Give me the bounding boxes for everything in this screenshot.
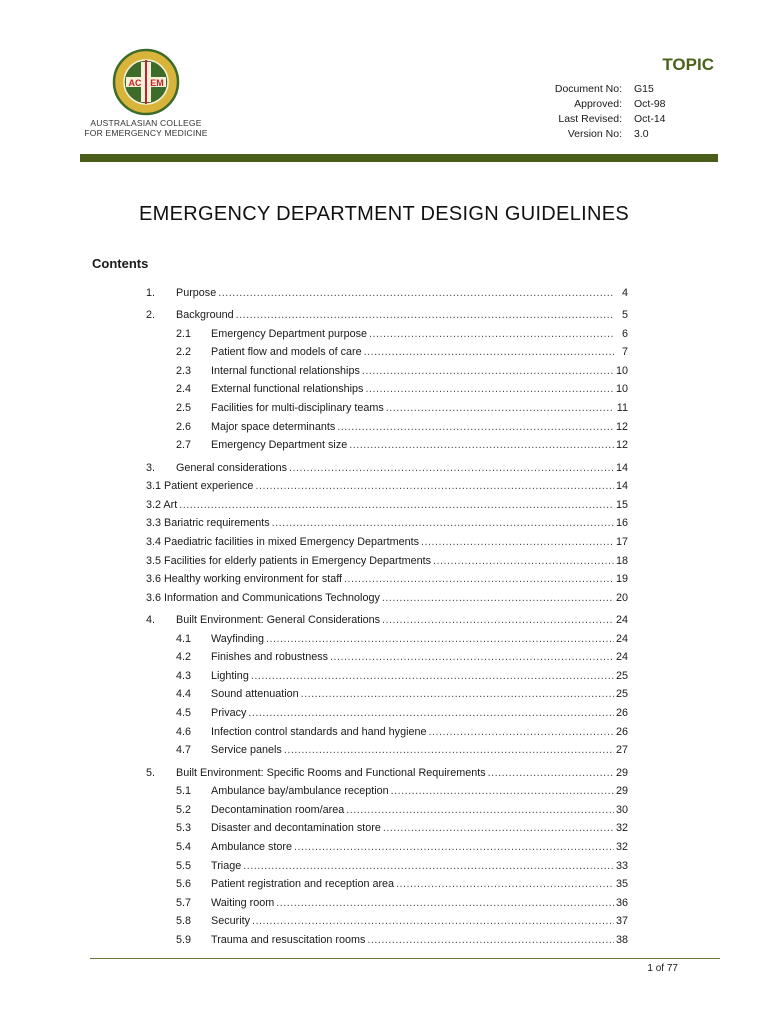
- toc-leader-dots: [276, 897, 614, 909]
- toc-entry-page: 27: [615, 744, 628, 757]
- meta-label: Version No:: [567, 128, 622, 140]
- toc-entry-number: 5.3: [176, 822, 192, 835]
- toc-leader-dots: [429, 726, 614, 738]
- toc-leader-dots: [488, 767, 614, 779]
- toc-entry-title: Facilities for multi-disciplinary teams: [211, 401, 384, 414]
- toc-entry-title: 3.1 Patient experience: [146, 480, 254, 493]
- toc-entry-number: 4.3: [176, 669, 192, 682]
- meta-row: [528, 112, 694, 127]
- toc-leader-dots: [255, 480, 614, 492]
- toc-leader-dots: [218, 287, 614, 299]
- header-divider-bar: [80, 154, 718, 162]
- acem-logo: [80, 48, 212, 142]
- toc-leader-dots: [364, 346, 614, 358]
- toc-entry-title: Built Environment: Specific Rooms and Functional Requirements: [176, 766, 486, 779]
- toc-entry-number: 5.7: [176, 896, 192, 909]
- toc-entry-page: 25: [615, 688, 628, 701]
- svg-text:AC: AC: [128, 78, 142, 88]
- toc-entry-title: Waiting room: [211, 896, 275, 909]
- toc-entry-number: 4.7: [176, 744, 192, 757]
- toc-entry-page: 6: [621, 327, 628, 340]
- toc-entry[interactable]: [146, 585, 628, 604]
- toc-entry-title: 3.5 Facilities for elderly patients in Emergency Departments: [146, 554, 432, 567]
- toc-leader-dots: [294, 841, 614, 853]
- toc-entry[interactable]: [146, 414, 628, 433]
- toc-entry-page: 12: [615, 439, 628, 452]
- toc-entry[interactable]: [146, 280, 628, 299]
- toc-entry-page: 4: [621, 286, 628, 299]
- toc-leader-dots: [383, 822, 614, 834]
- svg-text:EM: EM: [150, 78, 164, 88]
- toc-entry-number: 5.: [146, 766, 156, 779]
- toc-entry[interactable]: [146, 567, 628, 586]
- toc-entry-title: Service panels: [211, 744, 282, 757]
- toc-entry-number: 4.4: [176, 688, 192, 701]
- toc-entry-title: Emergency Department size: [211, 439, 348, 452]
- toc-entry-title: 3.6 Healthy working environment for staff: [146, 573, 343, 586]
- toc-entry-page: 17: [615, 535, 628, 548]
- acem-crest-icon: [104, 48, 188, 116]
- toc-leader-dots: [362, 365, 614, 377]
- meta-row: [528, 82, 694, 97]
- toc-entry-number: 4.1: [176, 632, 192, 645]
- toc-entry-page: 14: [615, 480, 628, 493]
- toc-entry-page: 24: [615, 614, 628, 627]
- meta-row: [528, 127, 694, 142]
- toc-leader-dots: [391, 785, 614, 797]
- toc-entry-title: Major space determinants: [211, 420, 336, 433]
- toc-entry[interactable]: [146, 358, 628, 377]
- toc-entry-title: External functional relationships: [211, 383, 364, 396]
- toc-entry-title: Ambulance store: [211, 841, 293, 853]
- toc-entry-page: 25: [615, 669, 628, 682]
- toc-entry[interactable]: [146, 492, 628, 511]
- toc-entry-title: General considerations: [176, 461, 288, 474]
- toc-entry-title: 3.2 Art: [146, 498, 178, 511]
- toc-entry-number: 5.8: [176, 915, 192, 928]
- toc-leader-dots: [179, 499, 614, 511]
- toc-entry-page: 20: [615, 591, 628, 604]
- toc-entry-number: 2.2: [176, 346, 192, 359]
- toc-entry-page: 26: [615, 725, 628, 738]
- toc-entry-number: 5.1: [176, 785, 192, 798]
- toc-entry[interactable]: [146, 529, 628, 548]
- toc-leader-dots: [252, 915, 614, 927]
- toc-entry-page: 38: [615, 933, 628, 946]
- toc-entry-number: 3.: [146, 461, 156, 474]
- toc-leader-dots: [367, 934, 614, 946]
- toc-entry-page: 10: [615, 364, 628, 377]
- meta-value: Oct-98: [634, 98, 666, 110]
- toc-leader-dots: [421, 536, 614, 548]
- toc-entry-number: 2.3: [176, 364, 192, 377]
- toc-leader-dots: [289, 462, 614, 474]
- toc-entry-number: 1.: [146, 286, 156, 299]
- contents-heading: Contents: [92, 256, 149, 271]
- toc-entry-title: Built Environment: General Considerations: [176, 614, 381, 627]
- toc-entry-title: Finishes and robustness: [211, 651, 329, 664]
- toc-entry-number: 5.9: [176, 933, 192, 946]
- toc-entry-number: 5.4: [176, 841, 192, 853]
- toc-entry-number: 2.1: [176, 327, 192, 340]
- toc-leader-dots: [369, 328, 614, 340]
- toc-entry-title: Internal functional relationships: [211, 364, 360, 377]
- toc-leader-dots: [346, 804, 614, 816]
- toc-entry-page: 29: [615, 766, 628, 779]
- toc-entry[interactable]: [146, 474, 628, 493]
- toc-entry-title: Disaster and decontamination store: [211, 822, 381, 835]
- toc-leader-dots: [386, 402, 614, 414]
- toc-entry-title: Infection control standards and hand hygiene: [211, 725, 427, 738]
- toc-entry[interactable]: [146, 626, 628, 645]
- toc-leader-dots: [382, 614, 614, 626]
- toc-entry-title: Privacy: [211, 707, 247, 720]
- toc-entry-number: 5.6: [176, 878, 192, 891]
- toc-entry-title: Purpose: [176, 286, 217, 299]
- toc-entry[interactable]: [146, 909, 628, 928]
- toc-entry-page: 24: [615, 632, 628, 645]
- toc-entry-title: Emergency Department purpose: [211, 327, 368, 340]
- toc-leader-dots: [248, 707, 614, 719]
- toc-entry[interactable]: [146, 340, 628, 359]
- toc-entry[interactable]: [146, 455, 628, 474]
- toc-entry-page: 16: [615, 517, 628, 530]
- toc-entry-title: Wayfinding: [211, 632, 265, 645]
- toc-entry-number: 4.2: [176, 651, 192, 664]
- toc-entry-title: Ambulance bay/ambulance reception: [211, 785, 389, 798]
- toc-leader-dots: [396, 878, 614, 890]
- toc-entry-page: 37: [615, 915, 628, 928]
- toc-entry[interactable]: [146, 700, 628, 719]
- toc-entry[interactable]: [146, 607, 628, 626]
- toc-entry-page: 33: [615, 859, 628, 872]
- toc-entry-title: 3.6 Information and Communications Technology: [146, 591, 380, 604]
- page-number: 1 of 77: [647, 963, 678, 974]
- toc-entry-page: 11: [616, 401, 628, 414]
- toc-leader-dots: [266, 633, 614, 645]
- toc-entry[interactable]: [146, 834, 628, 853]
- meta-label: Document No:: [554, 83, 622, 95]
- toc-entry-number: 2.4: [176, 383, 192, 396]
- toc-entry-title: 3.4 Paediatric facilities in mixed Emergency Departments: [146, 535, 420, 548]
- toc-entry-page: 14: [615, 461, 628, 474]
- toc-entry[interactable]: [146, 927, 628, 946]
- toc-entry[interactable]: [146, 321, 628, 340]
- logo-wordmark-line1: AUSTRALASIAN COLLEGE: [90, 118, 202, 128]
- toc-entry-title: Security: [211, 915, 251, 928]
- toc-entry-title: Sound attenuation: [211, 688, 299, 701]
- meta-label: Approved:: [574, 98, 622, 110]
- toc-entry-title: Patient flow and models of care: [211, 346, 362, 359]
- toc-entry-page: 18: [615, 554, 628, 567]
- toc-entry-number: 5.5: [176, 859, 192, 872]
- meta-value: 3.0: [634, 128, 649, 140]
- toc-entry[interactable]: [146, 719, 628, 738]
- toc-entry-title: Background: [176, 308, 234, 321]
- toc-entry-page: 10: [615, 383, 628, 396]
- logo-wordmark: [80, 118, 212, 138]
- toc-entry[interactable]: [146, 779, 628, 798]
- toc-entry-page: 19: [615, 573, 628, 586]
- toc-entry-page: 32: [615, 841, 628, 853]
- toc-entry-title: 3.3 Bariatric requirements: [146, 517, 270, 530]
- meta-label: Last Revised:: [558, 113, 622, 125]
- toc-entry[interactable]: [146, 797, 628, 816]
- toc-leader-dots: [301, 688, 614, 700]
- toc-entry-number: 4.6: [176, 725, 192, 738]
- toc-entry-page: 15: [615, 498, 628, 511]
- toc-entry-number: 2.7: [176, 439, 192, 452]
- toc-entry-page: 30: [615, 803, 628, 816]
- toc-entry[interactable]: [146, 302, 628, 321]
- toc-entry-number: 4.5: [176, 707, 192, 720]
- toc-leader-dots: [284, 744, 614, 756]
- toc-entry-title: Decontamination room/area: [211, 803, 345, 816]
- toc-entry-number: 5.2: [176, 803, 192, 816]
- meta-value: G15: [634, 83, 654, 95]
- document-meta: [528, 82, 694, 142]
- toc-entry-page: 24: [615, 651, 628, 664]
- toc-entry[interactable]: [146, 682, 628, 701]
- toc-entry[interactable]: [146, 511, 628, 530]
- toc-leader-dots: [344, 573, 614, 585]
- toc-entry-page: 32: [615, 822, 628, 835]
- toc-entry[interactable]: [146, 816, 628, 835]
- toc-leader-dots: [365, 383, 614, 395]
- toc-leader-dots: [382, 592, 614, 604]
- toc-entry-number: 2.: [146, 308, 156, 321]
- footer-divider: [90, 958, 720, 959]
- toc-entry-title: Triage: [211, 859, 242, 872]
- meta-row: [528, 97, 694, 112]
- toc-entry-number: 2.6: [176, 420, 192, 433]
- toc-entry[interactable]: [146, 872, 628, 891]
- toc-entry[interactable]: [146, 738, 628, 757]
- toc-entry[interactable]: [146, 377, 628, 396]
- toc-entry[interactable]: [146, 663, 628, 682]
- toc-entry[interactable]: [146, 853, 628, 872]
- toc-leader-dots: [272, 517, 614, 529]
- toc-entry-page: 12: [615, 420, 628, 433]
- toc-entry[interactable]: [146, 395, 628, 414]
- toc-entry-number: 2.5: [176, 401, 192, 414]
- logo-wordmark-line2: FOR EMERGENCY MEDICINE: [84, 128, 208, 138]
- toc-entry-title: Trauma and resuscitation rooms: [211, 933, 366, 946]
- toc-entry-page: 35: [615, 878, 628, 891]
- toc-leader-dots: [251, 670, 614, 682]
- toc-leader-dots: [349, 439, 614, 451]
- toc-entry-page: 36: [615, 896, 628, 909]
- toc-entry[interactable]: [146, 890, 628, 909]
- toc-entry[interactable]: [146, 760, 628, 779]
- toc-entry[interactable]: [146, 548, 628, 567]
- toc-leader-dots: [236, 309, 614, 321]
- toc-entry-page: 7: [621, 346, 628, 359]
- toc-leader-dots: [433, 555, 614, 567]
- toc-leader-dots: [337, 421, 614, 433]
- document-title: EMERGENCY DEPARTMENT DESIGN GUIDELINES: [138, 203, 629, 225]
- toc-leader-dots: [243, 860, 614, 872]
- toc-entry-title: Patient registration and reception area: [211, 878, 395, 891]
- toc-entry-page: 29: [615, 785, 628, 798]
- toc-entry[interactable]: [146, 645, 628, 664]
- table-of-contents: [146, 280, 628, 946]
- toc-entry-page: 26: [615, 707, 628, 720]
- meta-value: Oct-14: [634, 113, 666, 125]
- toc-entry-page: 5: [621, 308, 628, 321]
- toc-entry[interactable]: [146, 433, 628, 452]
- toc-entry-number: 4.: [146, 614, 156, 627]
- topic-label: TOPIC: [662, 55, 714, 74]
- toc-entry-title: Lighting: [211, 669, 249, 682]
- toc-leader-dots: [330, 651, 614, 663]
